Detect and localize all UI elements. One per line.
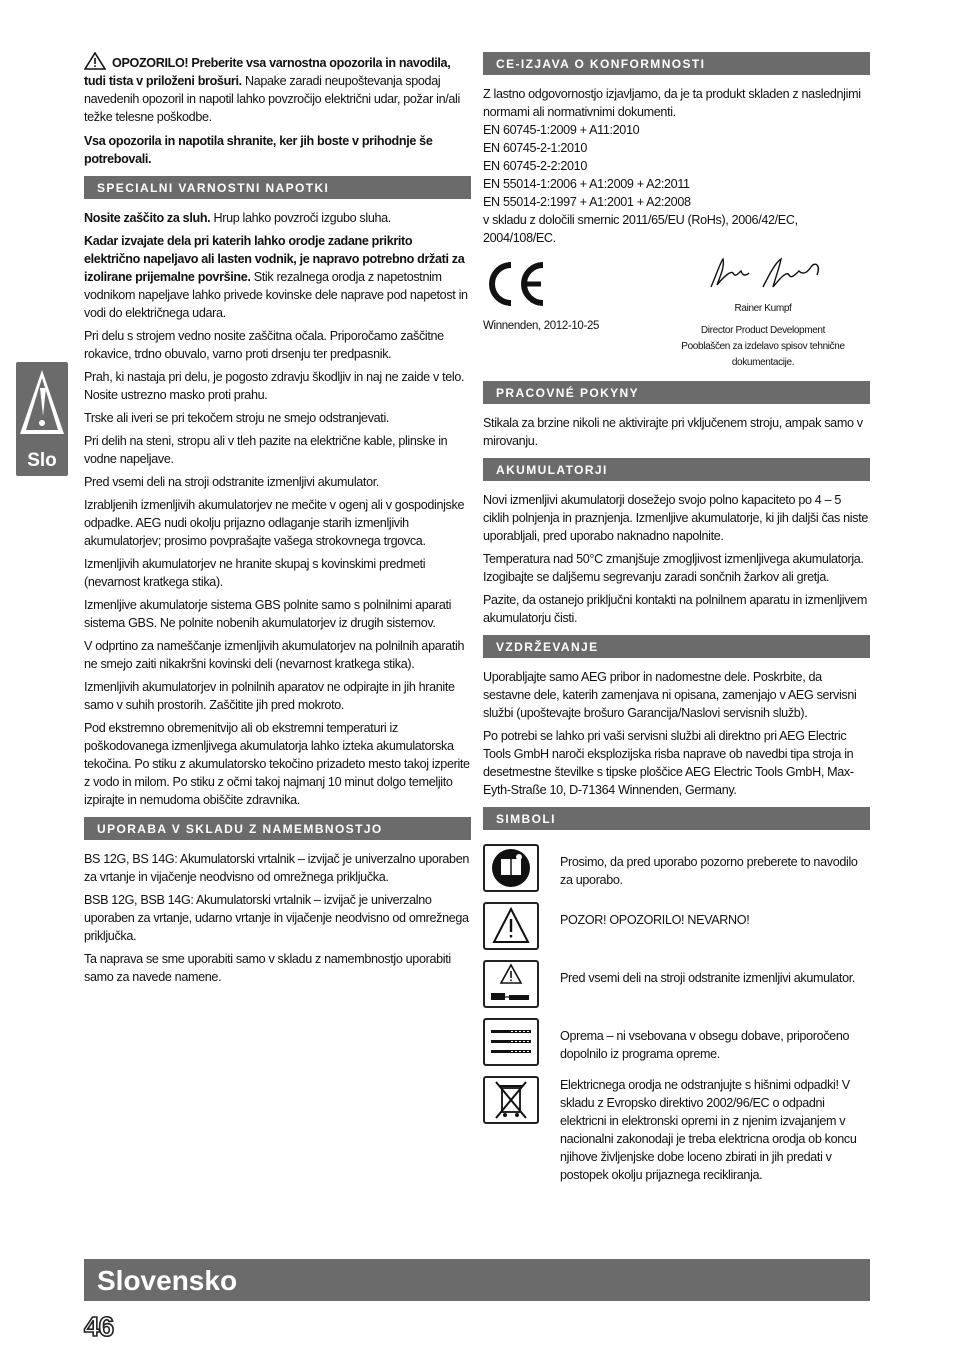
ce-line: v skladu z določili smernic 2011/65/EU (RoHs), 2006/42/EC, 2004/108/EC. — [483, 213, 798, 245]
safety-text-2: Stik rezalnega orodja z napetostnim vodnikom napeljave lahko privede kovinske dele naprave pod napetost in vodi do električnega udara. — [84, 270, 468, 320]
right-column — [483, 52, 870, 1194]
ce-line: EN 55014-1:2006 + A1:2009 + A2:2011 — [483, 177, 690, 191]
safety-paragraph: Pri delu s strojem vedno nosite zaščitna očala. Priporočamo zaščitne rokavice, trdno obuvalo, varno proti drsenju ter predpasnik. — [84, 329, 444, 361]
remove-battery-icon — [483, 960, 539, 1008]
section-header-battery: AKUMULATORJI — [483, 458, 870, 481]
warning-text: Napake zaradi neupoštevanja spodaj navedenih opozoril in napotil lahko povzročijo električni udar, požar in/ali težke telesne poškodbe. — [84, 74, 460, 124]
symbol-description: POZOR! OPOZORILO! NEVARNO! — [560, 913, 750, 927]
use-paragraph: BSB 12G, BSB 14G: Akumulatorski vrtalnik – izvijač je univerzalno uporaben za vrtanje, udarno vrtanje in vijačenje neodvisno od omrežnega priključka. — [84, 893, 469, 943]
symbol-description: Oprema – ni vsebovana v obsegu dobave, priporočeno dopolnilo iz programa opreme. — [560, 1029, 850, 1061]
place-date: Winnenden, 2012-10-25 — [483, 320, 600, 332]
section-header-maintenance: VZDRŽEVANJE — [483, 635, 870, 658]
maintenance-paragraph: Uporabljajte samo AEG pribor in nadomestne dele. Poskrbite, da sestavne dele, katerih zamenjava ni opisana, zamenjajo v AEG servisni službi (upoštevajte brošuro Garancija/Naslovi servisnih služb). — [483, 670, 857, 720]
safety-paragraph: Izrabljenih izmenljivih akumulatorjev ne mečite v ogenj ali v gospodinjske odpadke. AEG nudi okolju prijazno odlaganje starih izmenljivih akumulatorjev; prosimo povprašajte vašega strokovnega trgovca. — [84, 498, 465, 548]
symbol-row — [483, 960, 870, 1008]
battery-paragraph: Novi izmenljivi akumulatorji dosežejo svojo polno kapaciteto po 4 – 5 ciklih polnjenja in praznjenja. Izmenljive akumulatorje, ki jih daljši čas niste uporabljali, pred uporabo naknadno napolnite. — [483, 493, 868, 543]
language-footer-bar — [84, 1259, 870, 1301]
language-side-tab — [16, 362, 68, 476]
warning-triangle-icon — [84, 52, 106, 70]
section-header-intended-use: UPORABA V SKLADU Z NAMEMBNOSTJO — [84, 817, 471, 840]
use-paragraph: Ta naprava se sme uporabiti samo v skladu z namembnostjo uporabiti samo za navede namene. — [84, 952, 451, 984]
accessory-icon — [483, 1018, 539, 1066]
safety-paragraph: Trske ali iveri se pri tekočem stroju ne smejo odstranjevati. — [84, 411, 390, 425]
safety-paragraph: Pod ekstremno obremenitvijo ali ob ekstremni temperaturi iz poškodovanega izmenljivega akumulatorja lahko izteka akumulatorska tekočina. Po stiku z akumulatorsko tekočino prizadeto mesto takoj izperite z vodo in milom. Po stiku z očmi takoj najmanj 10 minut dolgo temeljito izpirajte in nemudoma obiščite zdravnika. — [84, 721, 470, 807]
safety-paragraph: V odprtino za nameščanje izmenljivih akumulatorjev na polnilnih aparatih ne smejo zaiti nikakršni kovinski deli (nevarnost kratkega stika). — [84, 639, 465, 671]
section-header-symbols: SIMBOLI — [483, 807, 870, 830]
read-manual-icon — [483, 844, 539, 892]
battery-paragraph: Pazite, da ostanejo priključni kontakti na polnilnem aparatu in izmenljivem akumulatorju čisti. — [483, 593, 867, 625]
safety-paragraph: Prah, ki nastaja pri delu, je pogosto zdravju škodljiv in naj ne zaide v telo. Nosite ustrezno masko proti prahu. — [84, 370, 465, 402]
section-header-ce: CE-IZJAVA O KONFORMNOSTI — [483, 52, 870, 75]
symbol-description: Elektricnega orodja ne odstranjujte s hišnimi odpadki! V skladu z Evropsko direktivo 2002/96/EC o odpadni elektricni in elektronski opremi in z njenim izvajanjem v nacionalni zakonodaji je treba elektricna orodja ob koncu njihove življenjske dobe loceno zbirati in jih predati v postopek okolju prijaznega recikliranja. — [560, 1078, 857, 1182]
battery-paragraph: Temperatura nad 50°C zmanjšuje zmogljivost izmenljivega akumulatorja. Izogibajte se daljšemu segrevanju zaradi sončnih žarkov ali gretja. — [483, 552, 864, 584]
safety-bold-1: Nosite zaščito za sluh. — [84, 211, 211, 225]
ce-declaration — [483, 85, 870, 247]
safety-paragraph: Pri delih na steni, stropu ali v tleh pazite na električne kable, plinske in vodne napeljave. — [84, 434, 448, 466]
symbol-row — [483, 1018, 870, 1066]
symbol-row — [483, 844, 870, 892]
ce-line: EN 60745-2-1:2010 — [483, 141, 587, 155]
warning-icon — [483, 902, 539, 950]
ce-line: Z lastno odgovornostjo izjavljamo, da je ta produkt skladen z naslednjimi normami ali normativnimi dokumenti. — [483, 87, 861, 119]
section-header-safety: SPECIALNI VARNOSTNI NAPOTKI — [84, 176, 471, 199]
keep-notice: Vsa opozorila in napotila shranite, ker jih boste v prihodnje še potrebovali. — [84, 134, 433, 166]
safety-paragraph: Pred vsemi deli na stroji odstranite izmenljivi akumulator. — [84, 475, 380, 489]
safety-paragraph: Izmenljivih akumulatorjev ne hranite skupaj s kovinskimi predmeti (nevarnost kratkega stika). — [84, 557, 426, 589]
safety-bold-2: Kadar izvajate dela pri katerih lahko orodje zadane prikrito električno napeljavo ali lasten vodnik, je napravo potrebno držati za izolirane prijemalne površine. — [84, 234, 465, 284]
warning-paragraph — [84, 52, 471, 126]
symbol-description: Pred vsemi deli na stroji odstranite izmenljivi akumulator. — [560, 971, 856, 985]
ce-signature-block — [483, 253, 870, 373]
symbol-description: Prosimo, da pred uporabo pozorno preberete to navodilo za uporabo. — [560, 855, 858, 887]
work-paragraph: Stikala za brzine nikoli ne aktivirajte pri vključenem stroju, ampak samo v mirovanju. — [483, 416, 863, 448]
ce-line: EN 55014-2:1997 + A1:2001 + A2:2008 — [483, 195, 691, 209]
symbol-row — [483, 902, 870, 950]
signer-title: Director Product Development — [700, 325, 826, 336]
safety-paragraph: Izmenljivih akumulatorjev in polnilnih aparatov ne odpirajte in jih hranite samo v suhih prostorih. Zaščitite jih pred mokroto. — [84, 680, 455, 712]
maintenance-paragraph: Po potrebi se lahko pri vaši servisni službi ali direktno pri AEG Electric Tools GmbH naroči eksplozijska risba naprave ob navedbi tipa stroja in desetmestne številke s tipske ploščice AEG Electric Tools GmbH, Max-Eyth-Straße 10, D-71364 Winnenden, Germany. — [483, 729, 854, 797]
ce-line: EN 60745-2-2:2010 — [483, 159, 587, 173]
page-number: 46 — [84, 1311, 114, 1342]
language-code: Slo — [27, 450, 57, 471]
left-column — [84, 52, 471, 991]
ce-line: EN 60745-1:2009 + A11:2010 — [483, 123, 640, 137]
footer-language: Slovensko — [97, 1265, 238, 1296]
section-header-work: PRACOVNÉ POKYNY — [483, 381, 870, 404]
safety-text-1: Hrup lahko povzroči izgubo sluha. — [210, 211, 391, 225]
safety-paragraph: Izmenljive akumulatorje sistema GBS polnite samo s polnilnimi aparati sistema GBS. Ne polnite nobenih akumulatorjev iz drugih sistemov. — [84, 598, 452, 630]
warning-bold-text: OPOZORILO! Preberite vsa varnostna opozorila in navodila, tudi tista v priloženi brošuri. — [84, 56, 451, 88]
use-paragraph: BS 12G, BS 14G: Akumulatorski vrtalnik – izvijač je univerzalno uporaben za vrtanje in vijačenje neodvisno od omrežnega priključka. — [84, 852, 470, 884]
signature-image — [703, 253, 833, 293]
weee-bin-icon — [483, 1076, 539, 1124]
signer-name: Rainer Kumpf — [734, 303, 792, 314]
ce-mark-icon — [485, 259, 547, 309]
warning-exclamation-icon — [16, 364, 68, 444]
signer-role: Pooblaščen za izdelavo spisov tehnične dokumentacije. — [681, 341, 845, 368]
symbol-row — [483, 1076, 870, 1184]
signer-block — [673, 301, 853, 371]
